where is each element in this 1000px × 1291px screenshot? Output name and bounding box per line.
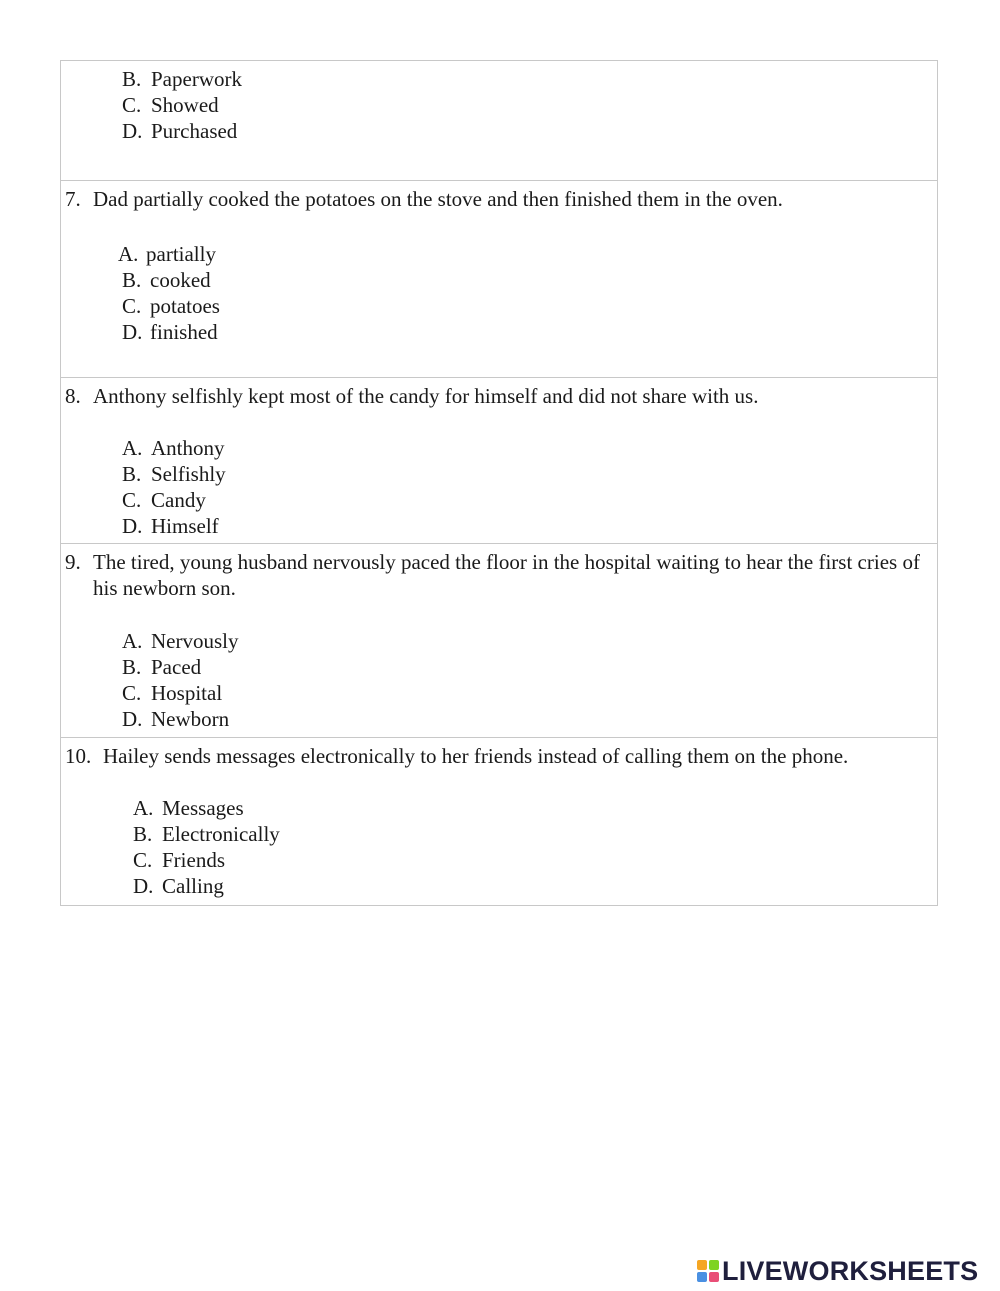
logo-text: LIVEWORKSHEETS [722, 1255, 979, 1286]
question-text: Dad partially cooked the potatoes on the stove and then finished them in the oven. [93, 187, 783, 211]
option-d[interactable]: D. Calling [133, 874, 224, 898]
option-d[interactable]: D. finished [122, 320, 218, 344]
option-a[interactable]: A. Messages [133, 796, 244, 820]
question-cell-10 [60, 738, 938, 906]
question-number: 10. [65, 744, 92, 768]
option-a[interactable]: A. Nervously [122, 629, 239, 653]
question-cell-7 [60, 181, 938, 378]
option-d[interactable]: D. Purchased [122, 119, 238, 143]
option-d[interactable]: D. Himself [122, 514, 219, 538]
option-b[interactable]: B. Electronically [133, 822, 280, 846]
option-c[interactable]: C. Candy [122, 488, 206, 512]
question-text: Anthony selfishly kept most of the candy for himself and did not share with us. [93, 384, 759, 408]
option-b[interactable]: B. Paced [122, 655, 202, 679]
question-cell-8 [60, 378, 938, 544]
question-number: 8. [65, 384, 81, 408]
logo-block [697, 1272, 707, 1282]
question-7 [65, 186, 923, 212]
option-b[interactable]: B. cooked [122, 268, 211, 292]
liveworksheets-logo [697, 1256, 978, 1286]
answer-options [118, 241, 220, 345]
logo-block [709, 1260, 719, 1270]
option-b[interactable]: B. Paperwork [122, 67, 242, 91]
question-text: Hailey sends messages electronically to her friends instead of calling them on the phone. [103, 744, 849, 768]
question-cell-9 [60, 544, 938, 738]
question-number: 9. [65, 550, 81, 574]
answer-options [122, 628, 239, 732]
option-a[interactable]: A. Anthony [122, 436, 225, 460]
answer-options [133, 795, 280, 899]
option-c[interactable]: C. Showed [122, 93, 219, 117]
option-c[interactable]: C. Hospital [122, 681, 223, 705]
logo-blocks-icon [697, 1260, 719, 1282]
question-text: The tired, young husband nervously paced the floor in the hospital waiting to hear the first cries of his newborn son. [93, 550, 920, 600]
answer-options [122, 435, 226, 539]
question-number: 7. [65, 187, 81, 211]
question-10 [65, 743, 923, 769]
question-8 [65, 383, 923, 409]
question-9 [65, 549, 923, 601]
question-cell-6-continued [60, 60, 938, 181]
worksheet-table [60, 60, 938, 906]
logo-block [709, 1272, 719, 1282]
option-d[interactable]: D. Newborn [122, 707, 230, 731]
logo-block [697, 1260, 707, 1270]
answer-options [122, 66, 242, 144]
option-c[interactable]: C. potatoes [122, 294, 220, 318]
option-b[interactable]: B. Selfishly [122, 462, 226, 486]
option-c[interactable]: C. Friends [133, 848, 225, 872]
option-a[interactable]: A. partially [118, 242, 216, 266]
